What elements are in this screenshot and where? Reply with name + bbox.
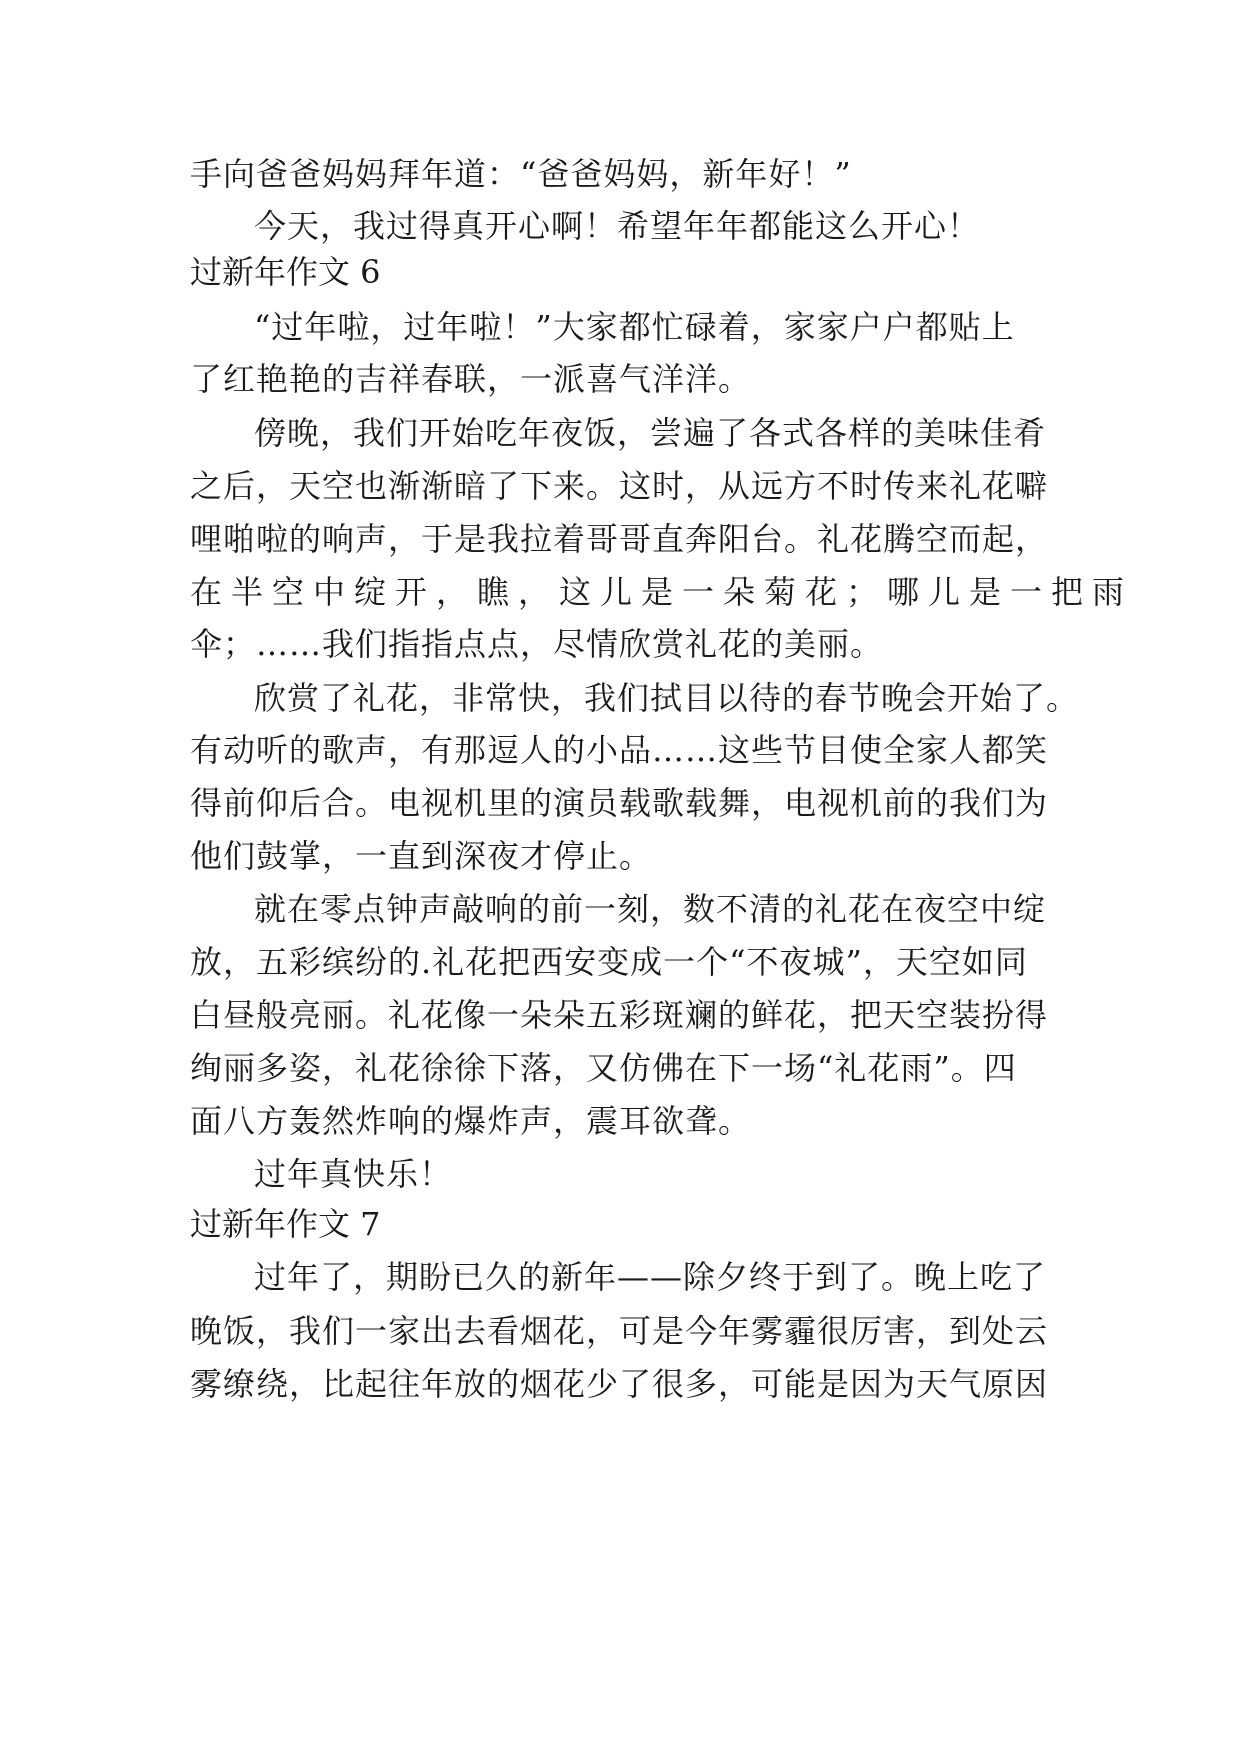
text-line: 了红艳艳的吉祥春联，一派喜气洋洋。 [190,360,752,398]
text-line: 哩啪啦的响声，于是我拉着哥哥直奔阳台。礼花腾空而起， [190,520,1049,558]
text-line: 之后，天空也渐渐暗了下来。这时，从远方不时传来礼花噼 [190,467,1049,505]
section-heading: 过新年作文 6 [190,253,381,291]
text-line: 白昼般亮丽。礼花像一朵朵五彩斑斓的鲜花，把天空装扮得 [190,996,1049,1034]
text-line: 手向爸爸妈妈拜年道：“爸爸妈妈，新年好！” [190,155,852,193]
text-line: 欣赏了礼花，非常快，我们拭目以待的春节晚会开始了。 [254,679,1080,717]
text-line: 面八方轰然炸响的爆炸声，震耳欲聋。 [190,1102,752,1140]
text-line: 放，五彩缤纷的.礼花把西安变成一个“不夜城”，天空如同 [190,943,1028,981]
text-line: 伞；……我们指指点点，尽情欣赏礼花的美丽。 [190,625,884,663]
text-line: 得前仰后合。电视机里的演员载歌载舞，电视机前的我们为 [190,784,1049,822]
text-line: 傍晚，我们开始吃年夜饭，尝遍了各式各样的美味佳肴 [254,414,1047,452]
text-line: 过年真快乐！ [254,1155,453,1193]
text-line: 他们鼓掌，一直到深夜才停止。 [190,837,653,875]
text-line: 有动听的歌声，有那逗人的小品……这些节目使全家人都笑 [190,731,1049,769]
text-line: 雾缭绕，比起往年放的烟花少了很多，可能是因为天气原因 [190,1365,1049,1403]
text-line: 绚丽多姿，礼花徐徐下落，又仿佛在下一场“礼花雨”。四 [190,1049,1017,1087]
text-line: 就在零点钟声敲响的前一刻，数不清的礼花在夜空中绽 [254,890,1047,928]
text-line: “过年啦，过年啦！”大家都忙碌着，家家户户都贴上 [254,308,1015,346]
text-line: 晚饭，我们一家出去看烟花，可是今年雾霾很厉害，到处云 [190,1312,1049,1350]
text-line: 今天，我过得真开心啊！希望年年都能这么开心！ [254,207,981,245]
text-line: 在半空中绽开，瞧，这儿是一朵菊花；哪儿是一把雨 [190,573,1134,611]
text-line: 过年了，期盼已久的新年——除夕终于到了。晚上吃了 [254,1258,1047,1296]
section-heading: 过新年作文 7 [190,1205,381,1243]
